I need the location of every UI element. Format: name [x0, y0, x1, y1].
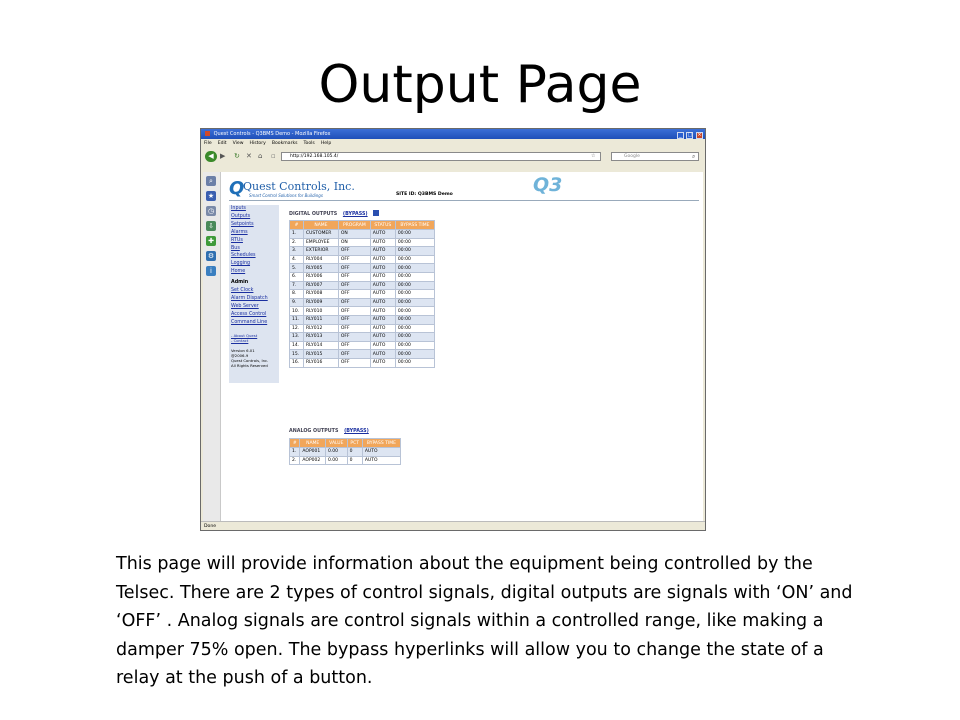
table-cell: RLY014	[303, 341, 338, 350]
table-cell: OFF	[338, 315, 370, 324]
table-cell: AUTO	[370, 255, 395, 264]
table-cell: OFF	[338, 264, 370, 273]
table-cell: OFF	[338, 341, 370, 350]
status-bar	[201, 521, 705, 530]
table-cell: AUTO	[370, 358, 395, 367]
table-cell: 5.	[290, 264, 304, 273]
table-cell: AUTO	[362, 448, 400, 457]
table-row	[290, 290, 435, 299]
table-cell: AUTO	[370, 333, 395, 342]
table-cell: 00:00	[395, 358, 434, 367]
table-cell: AUTO	[370, 247, 395, 256]
firefox-icon	[205, 131, 210, 136]
table-cell: 00:00	[395, 281, 434, 290]
table-row	[290, 230, 435, 239]
page-icon: ▫	[271, 152, 276, 160]
header-divider	[229, 200, 699, 201]
table-cell: 00:00	[395, 255, 434, 264]
info-sidebar-icon[interactable]: i	[206, 266, 216, 276]
minimize-icon[interactable]: _	[677, 132, 684, 139]
about-link-1[interactable]: - Contact	[231, 337, 249, 343]
table-cell: EMPLOYEE	[303, 238, 338, 247]
table-cell: AUTO	[362, 456, 400, 465]
table-row	[290, 456, 401, 465]
forward-icon[interactable]: ▶	[220, 152, 226, 160]
menu-item-file[interactable]: File	[204, 141, 212, 146]
history-sidebar-icon[interactable]: ◷	[207, 207, 215, 215]
bypass-grid-icon[interactable]	[373, 210, 379, 216]
table-cell: 00:00	[395, 247, 434, 256]
table-cell: ON	[338, 238, 370, 247]
table-cell: 00:00	[395, 238, 434, 247]
table-row	[290, 333, 435, 342]
version-line: All Rights Reserved	[231, 362, 268, 368]
table-cell: 6.	[290, 272, 304, 281]
table-cell: RLY007	[303, 281, 338, 290]
table-cell: AOP001	[300, 448, 326, 457]
table-cell: 00:00	[395, 341, 434, 350]
maximize-icon[interactable]: □	[687, 132, 693, 138]
table-cell: 0.00	[326, 448, 348, 457]
table-cell: CUSTOMER	[303, 230, 338, 239]
home-icon[interactable]: ⌂	[258, 152, 263, 160]
table-cell: AUTO	[370, 341, 395, 350]
table-cell: AUTO	[370, 281, 395, 290]
about-link-0[interactable]: - About Quest	[231, 332, 258, 338]
table-cell: RLY009	[303, 298, 338, 307]
table-row	[290, 350, 435, 359]
table-cell: 11.	[290, 315, 304, 324]
nav-toolbar	[201, 148, 705, 165]
page-content	[203, 172, 703, 522]
column-header: #	[290, 221, 304, 230]
nav-link-outputs[interactable]: Outputs	[231, 213, 251, 219]
table-row	[290, 272, 435, 281]
table-cell: AOP002	[300, 456, 326, 465]
column-header: PCT	[347, 439, 362, 448]
menu-item-help[interactable]: Help	[320, 141, 332, 146]
analog-bypass-link[interactable]: (BYPASS)	[344, 429, 369, 434]
stop-icon[interactable]: ✕	[246, 152, 252, 160]
table-cell: 00:00	[395, 264, 434, 273]
table-cell: 00:00	[395, 307, 434, 316]
table-row	[290, 358, 435, 367]
table-cell: 0	[347, 448, 362, 457]
table-cell: 00:00	[395, 290, 434, 299]
table-cell: ON	[338, 230, 370, 239]
nav-link-setpoints[interactable]: Setpoints	[231, 221, 254, 227]
table-cell: OFF	[338, 307, 370, 316]
digital-bypass-link[interactable]: (BYPASS)	[342, 212, 368, 217]
version-line: Version 6.01	[231, 347, 255, 353]
nav-link-schedules[interactable]: Schedules	[231, 253, 256, 259]
menu-item-edit[interactable]: Edit	[217, 141, 227, 146]
table-cell: 00:00	[395, 272, 434, 281]
nav-link-inputs[interactable]: Inputs	[231, 206, 246, 211]
site-id: SITE ID: Q3BMS Demo	[396, 192, 453, 197]
table-cell: AUTO	[370, 315, 395, 324]
table-cell: RLY004	[303, 255, 338, 264]
table-cell: AUTO	[370, 298, 395, 307]
table-header-row	[290, 439, 401, 448]
nav-link-logging[interactable]: Logging	[231, 261, 251, 267]
bookmarks-sidebar-icon[interactable]: ★	[207, 192, 215, 200]
bookmark-star-icon[interactable]: ☆	[591, 153, 596, 159]
table-cell: RLY011	[303, 315, 338, 324]
reload-icon[interactable]: ↻	[234, 152, 240, 160]
url-input[interactable]: http://192.168.105.4/	[281, 152, 601, 161]
company-name: Quest Controls, Inc.	[243, 180, 355, 193]
table-cell: RLY013	[303, 333, 338, 342]
table-cell: OFF	[338, 324, 370, 333]
close-icon[interactable]: ×	[697, 132, 702, 138]
table-row	[290, 324, 435, 333]
menu-bar	[201, 139, 705, 148]
window-controls	[676, 130, 703, 140]
nav-link-rtus[interactable]: RTUs	[231, 237, 243, 243]
analog-outputs-table	[289, 438, 401, 465]
table-cell: AUTO	[370, 230, 395, 239]
table-cell: RLY006	[303, 272, 338, 281]
table-cell: RLY012	[303, 324, 338, 333]
table-cell: EXTERIOR	[303, 247, 338, 256]
table-row	[290, 307, 435, 316]
table-cell: 2.	[290, 238, 304, 247]
slide-caption: This page will provide information about the equipment being controlled by the Telsec. There are 2 types of control signals, digital outputs are signals with ‘ON’ and ‘OFF’ . Analog signals are control signals within a controlled range, like making a damper 75% open. The bypass hyperlinks will allow you to change the state of a relay at the push of a button.	[116, 554, 853, 688]
column-header: VALUE	[326, 439, 348, 448]
table-cell: 10.	[290, 307, 304, 316]
table-cell: AUTO	[370, 272, 395, 281]
table-cell: OFF	[338, 298, 370, 307]
table-cell: OFF	[338, 247, 370, 256]
table-cell: 7.	[290, 281, 304, 290]
analog-outputs-title	[289, 429, 369, 434]
table-cell: 00:00	[395, 230, 434, 239]
q3-logo: Q3	[533, 174, 563, 196]
table-cell: 1.	[290, 230, 304, 239]
table-cell: AUTO	[370, 350, 395, 359]
menu-item-view[interactable]: View	[232, 141, 244, 146]
table-cell: RLY016	[303, 358, 338, 367]
column-header: PROGRAM	[338, 221, 370, 230]
table-row	[290, 264, 435, 273]
table-cell: AUTO	[370, 307, 395, 316]
menu-item-history[interactable]: History	[249, 141, 266, 146]
search-sidebar-icon[interactable]: ⌕	[206, 176, 216, 186]
table-header-row	[290, 221, 435, 230]
browser-sidebar	[203, 172, 221, 522]
downloads-sidebar-icon[interactable]: ⇩	[206, 221, 216, 231]
table-row	[290, 298, 435, 307]
table-cell: OFF	[338, 272, 370, 281]
status-text: Done	[204, 524, 217, 529]
table-cell: 13.	[290, 333, 304, 342]
column-header: BYPASS TIME	[362, 439, 400, 448]
back-button[interactable]: ◀	[205, 151, 217, 162]
digital-outputs-label: DIGITAL OUTPUTS	[289, 212, 338, 217]
nav-link-alarms[interactable]: Alarms	[231, 229, 248, 235]
table-cell: 14.	[290, 341, 304, 350]
table-cell: 3.	[290, 247, 304, 256]
table-cell: 00:00	[395, 298, 434, 307]
admin-header: Admin	[231, 280, 249, 286]
table-cell: AUTO	[370, 290, 395, 299]
window-titlebar	[201, 129, 705, 139]
table-cell: RLY010	[303, 307, 338, 316]
table-cell: 00:00	[395, 333, 434, 342]
quest-logo-icon: Q	[229, 178, 245, 199]
slide-title: Output Page	[318, 55, 642, 115]
table-cell: OFF	[338, 281, 370, 290]
table-row	[290, 315, 435, 324]
table-cell: 2.	[290, 456, 300, 465]
addons-sidebar-icon[interactable]: ✚	[206, 236, 216, 246]
admin-link-access-control[interactable]: Access Control	[231, 311, 267, 317]
table-cell: AUTO	[370, 238, 395, 247]
table-cell: 8.	[290, 290, 304, 299]
version-line: Quest Controls, Inc.	[231, 357, 269, 363]
table-cell: 00:00	[395, 324, 434, 333]
table-cell: 00:00	[395, 350, 434, 359]
table-row	[290, 448, 401, 457]
table-cell: 4.	[290, 255, 304, 264]
digital-outputs-table	[289, 220, 435, 368]
table-cell: 12.	[290, 324, 304, 333]
column-header: NAME	[303, 221, 338, 230]
menu-item-tools[interactable]: Tools	[303, 141, 315, 146]
table-cell: 9.	[290, 298, 304, 307]
column-header: BYPASS TIME	[395, 221, 434, 230]
table-cell: AUTO	[370, 264, 395, 273]
table-cell: 1.	[290, 448, 300, 457]
column-header: NAME	[300, 439, 326, 448]
version-line: @2006-9	[231, 352, 249, 358]
column-header: STATUS	[370, 221, 395, 230]
menu-item-bookmarks[interactable]: Bookmarks	[271, 141, 298, 146]
table-cell: 00:00	[395, 315, 434, 324]
column-header: #	[290, 439, 300, 448]
table-cell: 15.	[290, 350, 304, 359]
settings-sidebar-icon[interactable]: ⚙	[207, 252, 215, 260]
search-input[interactable]: Google	[611, 152, 699, 161]
table-cell: RLY005	[303, 264, 338, 273]
table-cell: OFF	[338, 333, 370, 342]
table-cell: AUTO	[370, 324, 395, 333]
table-cell: OFF	[338, 290, 370, 299]
table-row	[290, 281, 435, 290]
nav-panel	[229, 205, 279, 383]
analog-outputs-label: ANALOG OUTPUTS	[289, 429, 339, 434]
table-cell: 0.00	[326, 456, 348, 465]
table-row	[290, 255, 435, 264]
table-cell: OFF	[338, 255, 370, 264]
browser-window	[200, 128, 706, 531]
table-cell: RLY008	[303, 290, 338, 299]
company-tagline: Smart Control Solutions for Buildings	[249, 193, 323, 198]
admin-link-command-line[interactable]: Command Line	[231, 319, 268, 325]
search-icon[interactable]: ⌕	[692, 153, 696, 160]
table-cell: OFF	[338, 358, 370, 367]
admin-link-set-clock[interactable]: Set Clock	[231, 288, 254, 294]
table-row	[290, 247, 435, 256]
admin-link-alarm-dispatch[interactable]: Alarm Dispatch	[231, 295, 268, 301]
digital-outputs-title	[289, 210, 379, 217]
window-title: Quest Controls - Q3BMS Demo - Mozilla Firefox	[213, 131, 331, 137]
nav-link-home[interactable]: Home	[231, 269, 246, 275]
table-cell: 16.	[290, 358, 304, 367]
table-cell: 0	[347, 456, 362, 465]
admin-link-web-server[interactable]: Web Server	[231, 303, 259, 309]
table-row	[290, 341, 435, 350]
table-cell: RLY015	[303, 350, 338, 359]
table-cell: OFF	[338, 350, 370, 359]
table-row	[290, 238, 435, 247]
nav-link-bus[interactable]: Bus	[231, 245, 240, 251]
